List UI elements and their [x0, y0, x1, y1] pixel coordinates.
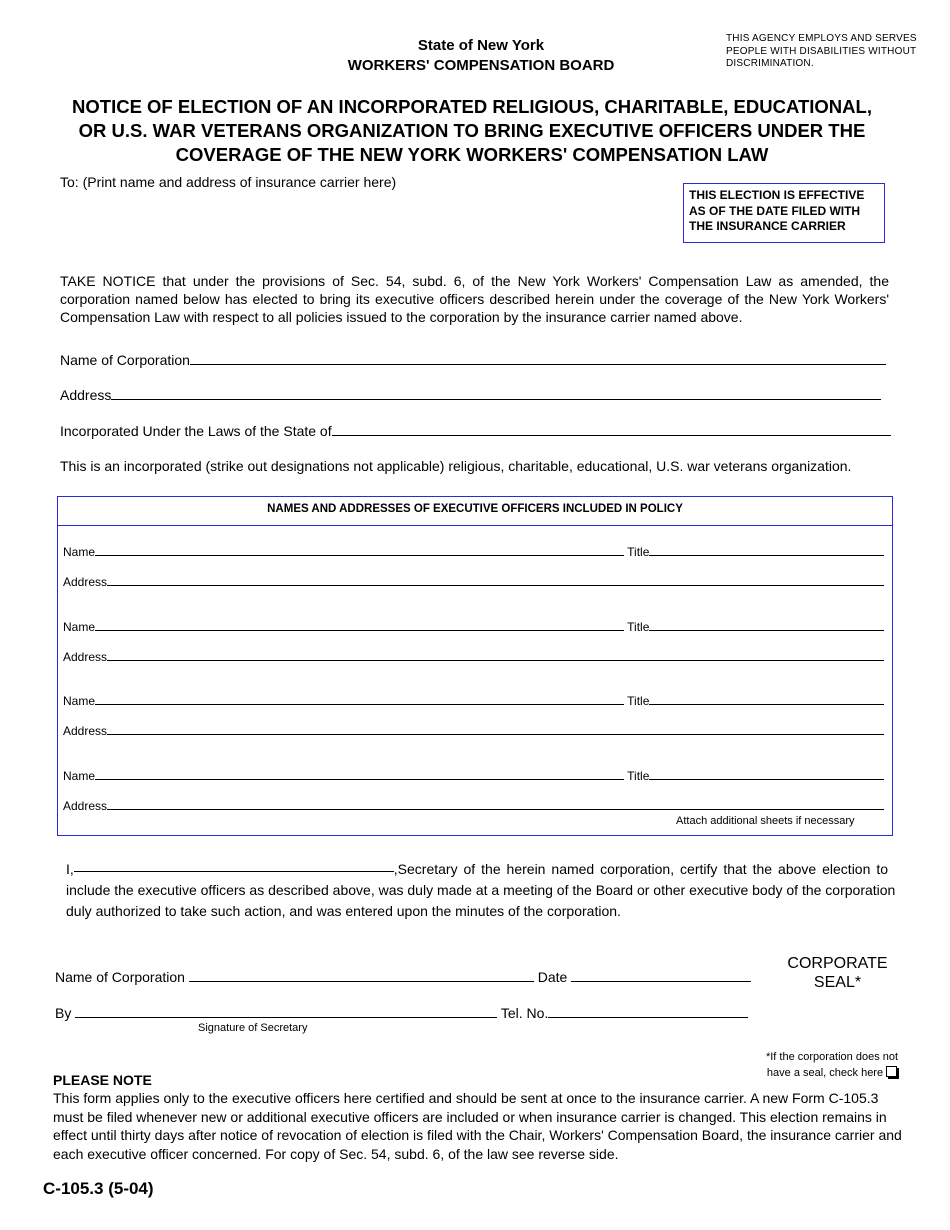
officer-title-line[interactable] — [649, 768, 884, 780]
incorporated-state-field[interactable] — [60, 423, 891, 439]
officer-address-line[interactable] — [107, 723, 884, 735]
corporate-seal-area — [780, 954, 895, 992]
seal-note-text: have a seal, check here — [766, 1067, 884, 1079]
agency-line: THIS AGENCY EMPLOYS AND SERVES — [726, 33, 917, 44]
officer-name-label: Name — [63, 769, 96, 783]
officer-address-label: Address — [63, 650, 108, 664]
no-seal-checkbox[interactable] — [886, 1066, 897, 1077]
signature-caption: Signature of Secretary — [198, 1022, 308, 1034]
secretary-name-line[interactable] — [74, 859, 394, 872]
officer-name-label: Name — [63, 694, 96, 708]
corporation-name-label: Name of Corporation — [60, 352, 190, 368]
please-note-line: must be filed whenever new or additional executive officers are included or when insurance carrier is changed. This election remains in — [53, 1108, 887, 1125]
form-id: C-105.3 (5-04) — [43, 1179, 154, 1198]
agency-line: DISCRIMINATION. — [726, 58, 814, 69]
officer-address-label: Address — [63, 724, 108, 738]
form-title-line: COVERAGE OF THE NEW YORK WORKERS' COMPENSATION LAW — [175, 144, 769, 165]
please-note-line: effect until thirty days after notice of revocation of election is filed with the Chair, Workers' Compensation Board, the insurance carrier and — [53, 1127, 902, 1143]
officer-title-label: Title — [627, 694, 650, 708]
officer-title-label: Title — [627, 620, 650, 634]
officer-title-line[interactable] — [649, 693, 884, 705]
by-label: By — [55, 1005, 72, 1021]
agency-statement — [726, 33, 926, 71]
designation-text: This is an incorporated (strike out designations not applicable) religious, charitable, educational, U.S. war veterans organization. — [60, 458, 852, 474]
attach-sheets-note: Attach additional sheets if necessary — [676, 815, 855, 827]
officer-address-row[interactable] — [63, 798, 884, 813]
seal-note-line — [762, 1065, 902, 1081]
officer-address-row[interactable] — [63, 574, 884, 589]
officer-address-line[interactable] — [107, 798, 884, 810]
officers-heading: NAMES AND ADDRESSES OF EXECUTIVE OFFICERS INCLUDED IN POLICY — [58, 497, 892, 526]
board-heading: WORKERS' COMPENSATION BOARD — [347, 57, 615, 74]
certification-prefix: I, — [66, 861, 74, 877]
please-note-line: each executive officer concerned. For copy of Sec. 54, subd. 6, of the law see reverse side. — [53, 1145, 619, 1162]
certification-line: include the executive officers as described above, was duly made at a meeting of the Board or other executive body of the corporation — [66, 882, 896, 898]
seal-line: CORPORATE — [787, 955, 888, 972]
date-line[interactable] — [571, 970, 751, 982]
signature-corporation-line[interactable] — [189, 970, 534, 982]
corporation-name-line[interactable] — [190, 353, 886, 365]
officer-address-label: Address — [63, 575, 108, 589]
incorporated-state-label: Incorporated Under the Laws of the State of — [60, 423, 332, 439]
date-label: Date — [537, 969, 568, 985]
officer-name-row[interactable] — [63, 693, 884, 708]
officer-name-line[interactable] — [95, 544, 624, 556]
officer-title-line[interactable] — [649, 619, 884, 631]
tel-line[interactable] — [548, 1006, 748, 1018]
officer-name-label: Name — [63, 620, 96, 634]
to-carrier-label: To: (Print name and address of insurance carrier here) — [60, 174, 397, 190]
officer-title-label: Title — [627, 769, 650, 783]
please-note-body — [53, 1089, 902, 1163]
seal-note-line: *If the corporation does not — [765, 1051, 899, 1063]
seal-line: SEAL* — [813, 974, 862, 991]
please-note-heading: PLEASE NOTE — [53, 1072, 152, 1088]
officer-name-line[interactable] — [95, 619, 624, 631]
signature-corporation-label: Name of Corporation — [55, 969, 185, 985]
tel-label: Tel. No. — [500, 1005, 549, 1021]
officer-name-row[interactable] — [63, 619, 884, 634]
effective-date-box — [683, 183, 885, 243]
seal-note — [762, 1049, 902, 1081]
certification-line: duly authorized to take such action, and was entered upon the minutes of the corporation. — [66, 903, 621, 919]
agency-line: PEOPLE WITH DISABILITIES WITHOUT — [726, 45, 917, 57]
officer-address-row[interactable] — [63, 723, 884, 738]
certification-line — [66, 859, 888, 880]
corporation-name-field[interactable] — [60, 352, 886, 368]
certification-text: ,Secretary of the herein named corporation, certify that the above election to — [393, 861, 888, 877]
officers-box — [57, 496, 893, 836]
officer-name-row[interactable] — [63, 768, 884, 783]
notice-paragraph: TAKE NOTICE that under the provisions of Sec. 54, subd. 6, of the New York Workers' Compensation Law as amended, the corporation named below has elected to bring its executive officers described herein under the coverage of the New York Workers' Compensation Law with respect to all policies issued to the corporation by the insurance carrier named above. — [60, 273, 889, 325]
certification-paragraph — [66, 859, 896, 922]
signature-corporation-field[interactable] — [55, 969, 751, 985]
signature-by-field[interactable] — [55, 1005, 748, 1021]
address-field[interactable] — [60, 387, 881, 403]
effective-line: AS OF THE DATE FILED WITH — [689, 203, 861, 218]
officer-address-label: Address — [63, 799, 108, 813]
secretary-signature-line[interactable] — [75, 1006, 497, 1018]
address-line[interactable] — [111, 388, 881, 400]
state-heading: State of New York — [417, 37, 545, 54]
officer-title-line[interactable] — [649, 544, 884, 556]
officer-title-label: Title — [627, 545, 650, 559]
officer-address-line[interactable] — [107, 574, 884, 586]
please-note-line: This form applies only to the executive officers here certified and should be sent at once to the insurance carrier. A new Form C-105.3 — [53, 1090, 879, 1106]
officer-name-row[interactable] — [63, 544, 884, 559]
form-title-line: NOTICE OF ELECTION OF AN INCORPORATED RELIGIOUS, CHARITABLE, EDUCATIONAL, — [72, 96, 872, 117]
officer-address-row[interactable] — [63, 649, 884, 664]
form-title — [40, 95, 904, 167]
incorporated-state-line[interactable] — [332, 424, 891, 436]
effective-line: THIS ELECTION IS EFFECTIVE — [689, 188, 865, 202]
officer-name-line[interactable] — [95, 768, 624, 780]
address-label: Address — [60, 387, 112, 403]
form-title-line: OR U.S. WAR VETERANS ORGANIZATION TO BRING EXECUTIVE OFFICERS UNDER THE — [78, 120, 866, 141]
effective-line: THE INSURANCE CARRIER — [689, 219, 846, 233]
officer-name-label: Name — [63, 545, 96, 559]
officer-address-line[interactable] — [107, 649, 884, 661]
officer-name-line[interactable] — [95, 693, 624, 705]
